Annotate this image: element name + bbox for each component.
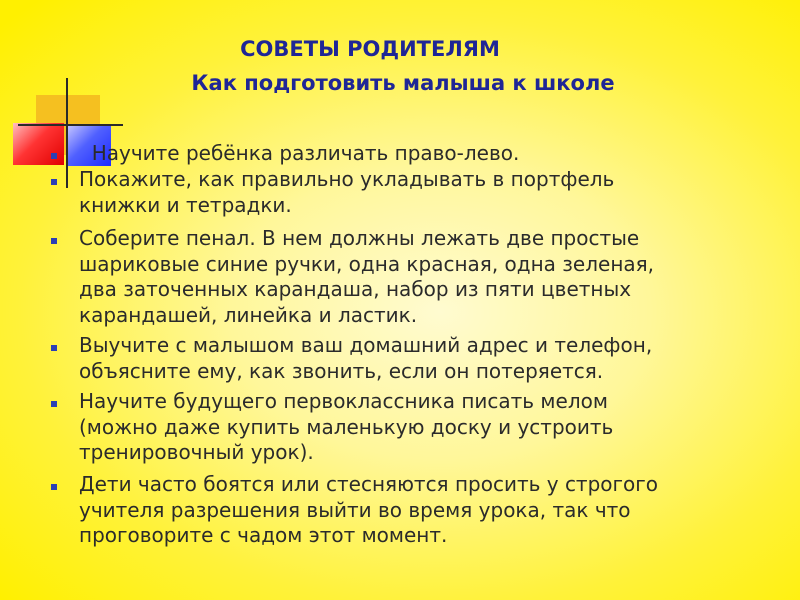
bullet-marker (51, 345, 57, 351)
tip-item (79, 141, 769, 167)
tip-text-line: Научите будущего первоклассника писать мелом (79, 389, 608, 413)
bullet-marker (51, 401, 57, 407)
tip-text-line: Научите ребёнка различать право-лево. (79, 141, 520, 165)
bullet-marker (51, 179, 57, 185)
tip-text-line: два заточенных карандаша, набор из пяти цветных (79, 277, 632, 301)
tip-text-line: Соберите пенал. В нем должны лежать две простые (79, 226, 640, 250)
tip-text-line: проговорите с чадом этот момент. (79, 523, 448, 547)
tip-item (79, 472, 769, 549)
tip-text-line: Выучите с малышом ваш домашний адрес и телефон, (79, 333, 653, 357)
slide-title: СОВЕТЫ РОДИТЕЛЯМ (240, 37, 500, 61)
tip-text-line: Покажите, как правильно укладывать в портфель (79, 167, 615, 191)
bullet-marker (51, 238, 57, 244)
tip-text-line: шариковые синие ручки, одна красная, одна зеленая, (79, 251, 655, 276)
tip-text-line: учителя разрешения выйти во время урока, так что (79, 497, 631, 522)
tip-text-line: книжки и тетрадки. (79, 192, 292, 217)
tip-item (79, 333, 769, 384)
tip-item (79, 389, 769, 466)
decorative-horizontal-line (18, 124, 123, 126)
slide-subtitle: Как подготовить малыша к школе (191, 71, 615, 95)
tip-text-line: объясните ему, как звонить, если он потеряется. (79, 358, 604, 383)
tip-text-line: (можно даже купить маленькую доску и устроить (79, 414, 614, 439)
bullet-marker (51, 484, 57, 490)
tip-text-line: карандашей, линейка и ластик. (79, 302, 418, 327)
tip-text-line: Дети часто боятся или стесняются просить у строгого (79, 472, 659, 496)
bullet-marker (51, 153, 57, 159)
tip-item (79, 226, 769, 328)
tip-item (79, 167, 769, 218)
tip-text-line: тренировочный урок). (79, 440, 314, 464)
